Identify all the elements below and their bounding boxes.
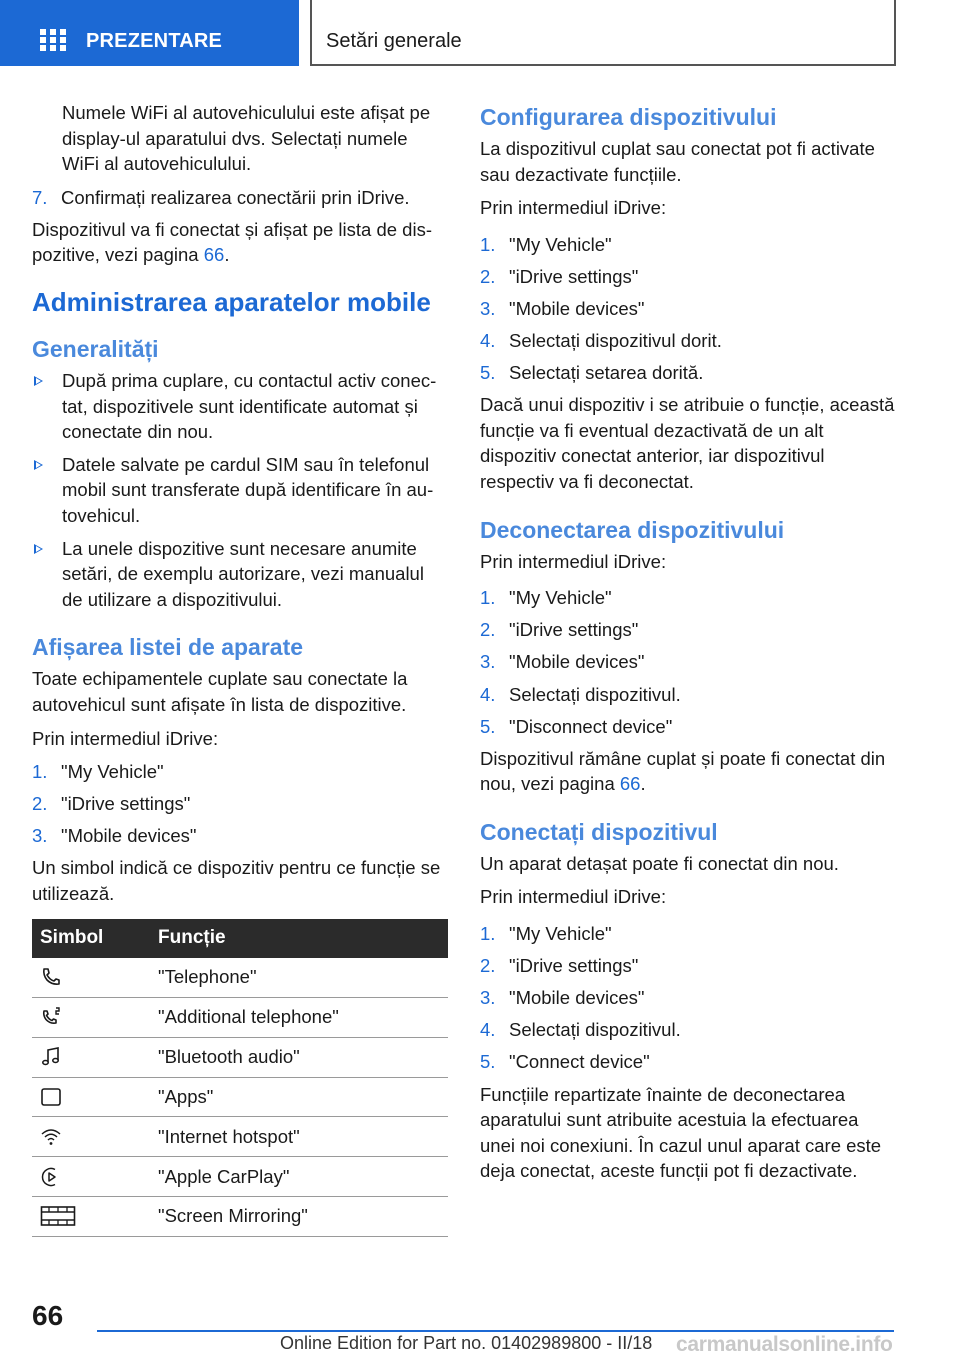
list-item — [480, 649, 896, 675]
step-number: 2. — [480, 955, 496, 977]
section-title: Setări generale — [326, 30, 462, 52]
table-row — [32, 1196, 448, 1236]
configure-paragraph: La dispozitivul cuplat sau conectat pot fi activate sau dezactivate funcțiile. — [480, 138, 875, 185]
step-text: "iDrive settings" — [509, 955, 639, 977]
step-number: 3. — [480, 651, 496, 673]
step-text: "My Vehicle" — [509, 233, 612, 255]
connect-note: Funcțiile repartizate înainte de deconectarea aparatului sunt atribuite acestuia la efectuarea unei noi conexiuni. În cazul unul aparat care este deja conectat, aceste funcții pot fi dezactivate. — [480, 1083, 882, 1182]
watermark: carmanualsonline.info — [676, 1333, 893, 1356]
list-item — [32, 791, 448, 817]
step-text: Selectați setarea dorită. — [509, 362, 704, 384]
step-text: Selectați dispozitivul. — [509, 683, 681, 705]
nav-label: PREZENTARE — [86, 30, 223, 52]
carplay-play-icon — [32, 1157, 158, 1197]
heading-general: Generalități — [32, 336, 159, 363]
step-text: "iDrive settings" — [61, 793, 191, 815]
table-row — [32, 1157, 448, 1197]
connect-steps — [480, 921, 896, 1075]
step-number: 1. — [480, 233, 496, 255]
list-item — [480, 1049, 896, 1075]
list-item — [480, 714, 896, 740]
step-number: 3. — [32, 825, 48, 847]
step-number: 4. — [480, 683, 496, 705]
list-item — [480, 682, 896, 708]
step-text: "Mobile devices" — [61, 825, 197, 847]
table-row — [32, 1077, 448, 1117]
step-number: 5. — [480, 715, 496, 737]
list-item — [480, 1017, 896, 1043]
step-number: 2. — [32, 793, 48, 815]
list-item — [32, 185, 448, 211]
step-text: "Mobile devices" — [509, 651, 645, 673]
step-number: 2. — [480, 619, 496, 641]
via-idrive-label: Prin intermediul iDrive: — [480, 886, 667, 908]
list-item — [32, 368, 448, 445]
table-row — [32, 997, 448, 1037]
heading-device-list: Afișarea listei de aparate — [32, 634, 304, 661]
step-list-continued — [32, 185, 448, 211]
function-cell: "Apps" — [158, 1077, 448, 1117]
step-text: Selectați dispozitivul dorit. — [509, 330, 722, 352]
step-text: "iDrive settings" — [509, 265, 639, 287]
step-number: 1. — [480, 923, 496, 945]
page-header — [0, 0, 960, 66]
step-number: 5. — [480, 1051, 496, 1073]
via-idrive-label: Prin intermediul iDrive: — [480, 197, 667, 219]
function-cell: "Internet hotspot" — [158, 1117, 448, 1157]
step-number: 2. — [480, 265, 496, 287]
apps-square-icon — [32, 1077, 158, 1117]
wifi-icon — [32, 1117, 158, 1157]
list-item — [480, 296, 896, 322]
function-cell: "Additional telephone" — [158, 997, 448, 1037]
symbol-table — [32, 919, 448, 1237]
table-row — [32, 1117, 448, 1157]
list-item — [480, 264, 896, 290]
overview-nav-button[interactable] — [0, 0, 299, 66]
configure-note: Dacă unui dispozitiv i se atribuie o funcție, această funcție va fi eventual dezactivată de un alt dispozitiv conectat anterior, iar dispozitivul respectiv va fi deconectat. — [480, 394, 895, 493]
list-item — [480, 617, 896, 643]
function-cell: "Telephone" — [158, 958, 448, 998]
connected-paragraph — [32, 217, 448, 268]
step-number: 1. — [480, 587, 496, 609]
music-note-icon — [32, 1037, 158, 1077]
step-text: "Connect device" — [509, 1051, 650, 1073]
step-text: "My Vehicle" — [509, 923, 612, 945]
step-text: "Mobile devices" — [509, 297, 645, 319]
column-header-function: Funcție — [158, 919, 448, 958]
step-text: "My Vehicle" — [509, 587, 612, 609]
step-text: "Mobile devices" — [509, 987, 645, 1009]
table-header-row — [32, 919, 448, 958]
page-reference-link[interactable]: 66 — [203, 244, 225, 266]
list-item — [32, 452, 448, 529]
page-reference-link[interactable]: 66 — [619, 773, 641, 795]
list-item — [480, 585, 896, 611]
disconnect-text: Dispozitivul rămâne cuplat și poate fi conectat din nou, vezi pagina — [480, 747, 886, 795]
step-number: 4. — [480, 1019, 496, 1041]
via-idrive-label: Prin intermediul iDrive: — [480, 550, 667, 572]
grid-menu-icon — [40, 29, 66, 51]
heading-disconnect-device: Deconectarea dispozitivului — [480, 516, 785, 543]
list-item — [480, 232, 896, 258]
right-column — [480, 102, 896, 1192]
step-number: 1. — [32, 761, 48, 783]
step-text: Selectați dispozitivul. — [509, 1019, 681, 1041]
footer-divider — [97, 1330, 894, 1332]
table-row — [32, 1037, 448, 1077]
step-text: "My Vehicle" — [61, 761, 164, 783]
telephone-icon — [32, 958, 158, 998]
triangle-bullet-icon — [34, 544, 43, 554]
intro-paragraph: Numele WiFi al autovehiculului este afișat pe display-ul aparatului dvs. Selectați numele WiFi al autovehiculului. — [62, 102, 431, 175]
table-row — [32, 958, 448, 998]
step-number: 3. — [480, 987, 496, 1009]
bullet-text: La unele dispozitive sunt necesare anumite setări, de exemplu autorizare, vezi manualul de utilizare a dispozitivului. — [62, 537, 424, 610]
list-item — [480, 328, 896, 354]
step-text: Confirmați realizarea conectării prin iDrive. — [61, 186, 410, 208]
configure-steps — [480, 232, 896, 386]
list-item — [32, 823, 448, 849]
edition-text: Online Edition for Part no. 01402989800 - II/18 — [280, 1333, 653, 1353]
step-number: 7. — [32, 186, 48, 208]
list-item — [480, 921, 896, 947]
heading-configure-device: Configurarea dispozitivului — [480, 104, 777, 130]
via-idrive-label: Prin intermediul iDrive: — [32, 727, 219, 749]
general-bullet-list — [32, 368, 448, 612]
step-number: 5. — [480, 362, 496, 384]
disconnect-text-end: . — [640, 773, 646, 795]
device-list-paragraph: Toate echipamentele cuplate sau conectate la autovehicul sunt afișate în lista de dispozitive. — [32, 668, 408, 715]
heading-connect-device: Conectați dispozitivul — [480, 818, 718, 845]
list-item — [480, 360, 896, 386]
additional-telephone-icon — [32, 997, 158, 1037]
left-column — [32, 100, 448, 1237]
step-text: "Disconnect device" — [509, 715, 673, 737]
triangle-bullet-icon — [34, 460, 43, 470]
step-number: 3. — [480, 297, 496, 319]
list-item — [32, 759, 448, 785]
column-header-symbol: Simbol — [32, 919, 158, 958]
symbol-paragraph: Un simbol indică ce dispozitiv pentru ce funcție se utilizează. — [32, 857, 441, 905]
list-item — [480, 953, 896, 979]
function-cell: "Bluetooth audio" — [158, 1037, 448, 1077]
disconnect-steps — [480, 585, 896, 739]
screen-mirroring-icon — [32, 1196, 158, 1236]
step-text: "iDrive settings" — [509, 619, 639, 641]
bullet-text: După prima cuplare, cu contactul activ conec-tat, dispozitivele sunt identificate automat și conectate din nou. — [62, 370, 437, 443]
page-number: 66 — [32, 1300, 64, 1331]
triangle-bullet-icon — [34, 376, 43, 386]
list-item — [480, 985, 896, 1011]
bullet-text: Datele salvate pe cardul SIM sau în telefonul mobil sunt transferate după identificare în au-tovehicul. — [62, 453, 434, 527]
device-list-steps — [32, 759, 448, 849]
connected-text-end: . — [224, 244, 230, 266]
list-item — [32, 536, 448, 613]
section-title-box — [310, 0, 896, 66]
step-number: 4. — [480, 330, 496, 352]
connected-text: Dispozitivul va fi conectat și afișat pe lista de dis-pozitive, vezi pagina — [32, 218, 432, 266]
heading-mobile-devices: Administrarea aparatelor mobile — [32, 287, 431, 318]
function-cell: "Apple CarPlay" — [158, 1157, 448, 1197]
disconnect-note — [480, 746, 896, 797]
function-cell: "Screen Mirroring" — [158, 1196, 448, 1236]
connect-paragraph: Un aparat detașat poate fi conectat din nou. — [480, 852, 839, 874]
